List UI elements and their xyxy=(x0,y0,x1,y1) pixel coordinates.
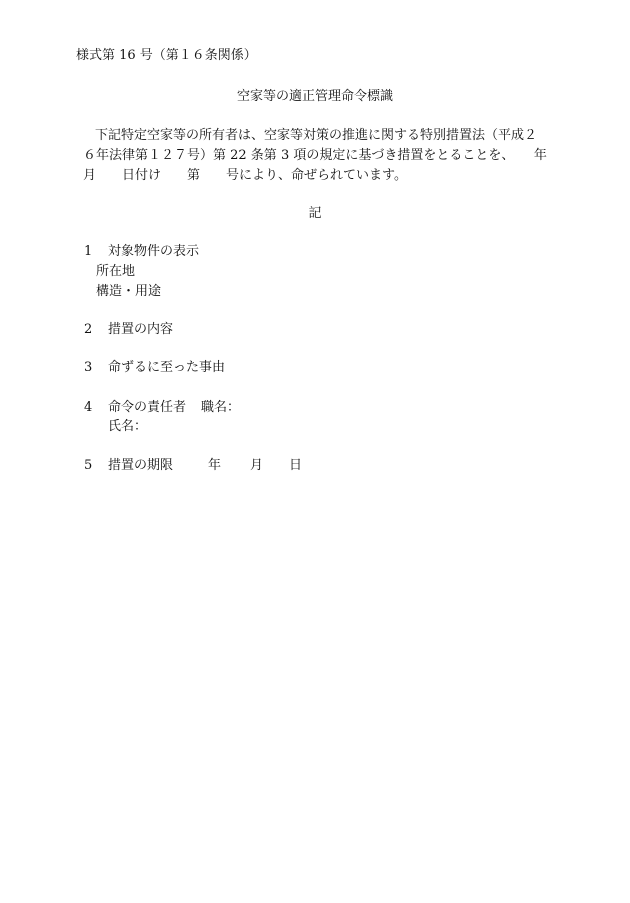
deadline-month-label: 月 xyxy=(250,458,264,473)
person-name-label: 氏名： xyxy=(108,419,148,434)
property-structure-use-label: 構造・用途 xyxy=(96,284,162,299)
item-label-measures: 措置の内容 xyxy=(108,322,174,337)
item-label-deadline: 措置の期限 xyxy=(108,458,174,473)
item-number-2: 2 xyxy=(84,322,93,337)
order-statement-line-2: ６年法律第１２７号）第 22 条第 3 項の規定に基づき措置をとることを、 年 xyxy=(83,148,547,163)
document-title: 空家等の適正管理命令標識 xyxy=(236,89,393,104)
order-statement-line-1: 下記特定空家等の所有者は、空家等対策の推進に関する特別措置法（平成２ xyxy=(95,128,538,143)
deadline-day-label: 日 xyxy=(289,458,303,473)
position-title-label: 職名： xyxy=(201,400,241,415)
order-statement-line-3: 月 日付け 第 号により、命ぜられています。 xyxy=(83,168,407,183)
item-label-reason: 命ずるに至った事由 xyxy=(108,360,226,375)
item-number-3: 3 xyxy=(84,360,93,375)
order-statement xyxy=(76,126,556,186)
form-number: 様式第 16 号（第１６条関係） xyxy=(76,48,257,63)
record-heading: 記 xyxy=(308,206,322,221)
item-number-1: 1 xyxy=(84,244,93,259)
item-label-property: 対象物件の表示 xyxy=(108,244,200,259)
deadline-year-label: 年 xyxy=(208,458,222,473)
property-location-label: 所在地 xyxy=(96,264,136,279)
item-number-4: 4 xyxy=(84,400,93,415)
item-number-5: 5 xyxy=(84,458,93,473)
item-label-responsible-person: 命令の責任者 xyxy=(108,400,187,415)
